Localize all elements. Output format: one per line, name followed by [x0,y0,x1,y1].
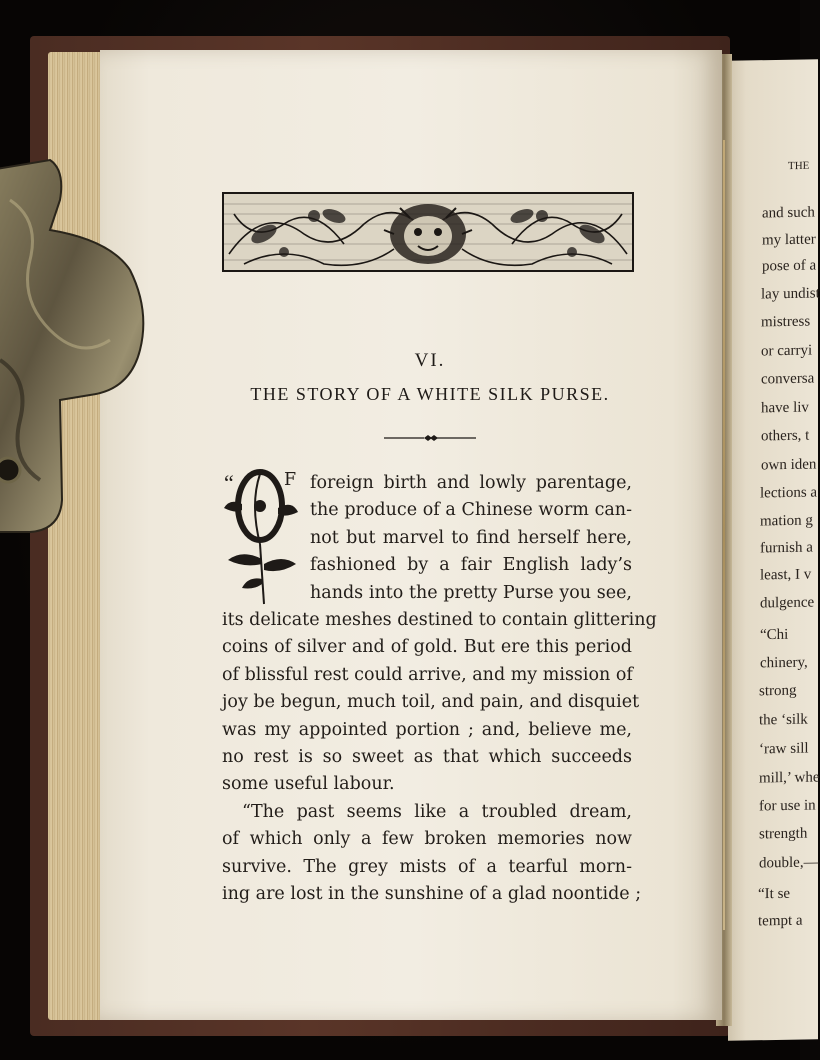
text-line: no rest is so sweet as that which succeeds [222,747,632,768]
right-page-line: “Chi [759,626,788,644]
text-line: not but marvel to find herself here, [310,527,632,548]
dropcap-letter-rest: F [284,470,297,490]
text-line: of which only a few broken memories now [222,829,632,850]
text-line: joy be begun, much toil, and pain, and disquiet [222,692,640,713]
header-ornament [222,192,634,272]
right-page-line: pose of a [761,257,816,275]
right-page-line: furnish a [760,539,813,557]
right-page-line: double,— [758,854,819,872]
right-page-line: mistress [761,313,811,331]
right-page-header: THE [788,159,810,173]
text-line: “The past seems like a troubled dream, [242,802,632,822]
right-page-line: have liv [760,399,809,417]
right-page-line: ‘raw sill [759,740,809,758]
text-line: hands into the pretty Purse you see, [310,582,632,603]
text-line: of blissful rest could arrive, and my mission of [222,664,633,685]
right-page-line: conversa [760,370,815,388]
brass-clasp-icon [0,160,150,540]
right-page-line: my latter [761,231,816,249]
chapter-number: VI. [414,350,446,371]
right-page-line: and such [761,204,815,222]
text-line: some useful labour. [222,774,395,795]
chapter-title: THE STORY OF A WHITE SILK PURSE. [250,384,610,404]
paragraph-1-full [222,607,657,799]
floral-ornament-icon [224,194,632,270]
right-page-line: the ‘silk [759,711,808,729]
right-page-line: mill,’ whe [758,769,820,787]
decorative-rule-icon [384,432,476,444]
right-page-line: tempt a [758,912,803,930]
text-line: the produce of a Chinese worm can- [310,500,632,521]
right-page-line: least, I v [759,566,812,584]
text-line: survive. The grey mists of a tearful morn- [222,856,632,877]
text-line: coins of silver and of gold. But ere this period [222,637,632,658]
right-page-line: lections a [760,484,818,502]
opening-quote: “ [224,470,234,495]
text-line: fashioned by a fair English lady’s [310,555,632,576]
paragraph-2 [222,799,642,909]
text-line: foreign birth and lowly parentage, [310,473,632,493]
right-page-line: “It se [758,885,791,903]
right-page-line: for use in [758,797,816,815]
text-line: was my appointed portion ; and, believe me, [222,719,632,740]
right-page-line: lay undist [761,285,820,303]
right-page-line: dulgence [759,594,814,612]
right-page-line: own iden [760,456,816,474]
right-page-line: mation g [760,512,814,530]
right-page-line: strong [759,682,797,700]
right-page-line: chinery, [759,654,808,672]
right-page-line: or carryi [761,342,813,360]
binding-thread [723,140,725,930]
text-line: its delicate meshes destined to contain glittering [222,610,657,630]
right-page-line: others, t [760,427,809,445]
text-line: ing are lost in the sunshine of a glad noontide ; [222,884,642,905]
paragraph-1-indented [310,470,632,607]
right-page-line: strength [758,825,807,843]
